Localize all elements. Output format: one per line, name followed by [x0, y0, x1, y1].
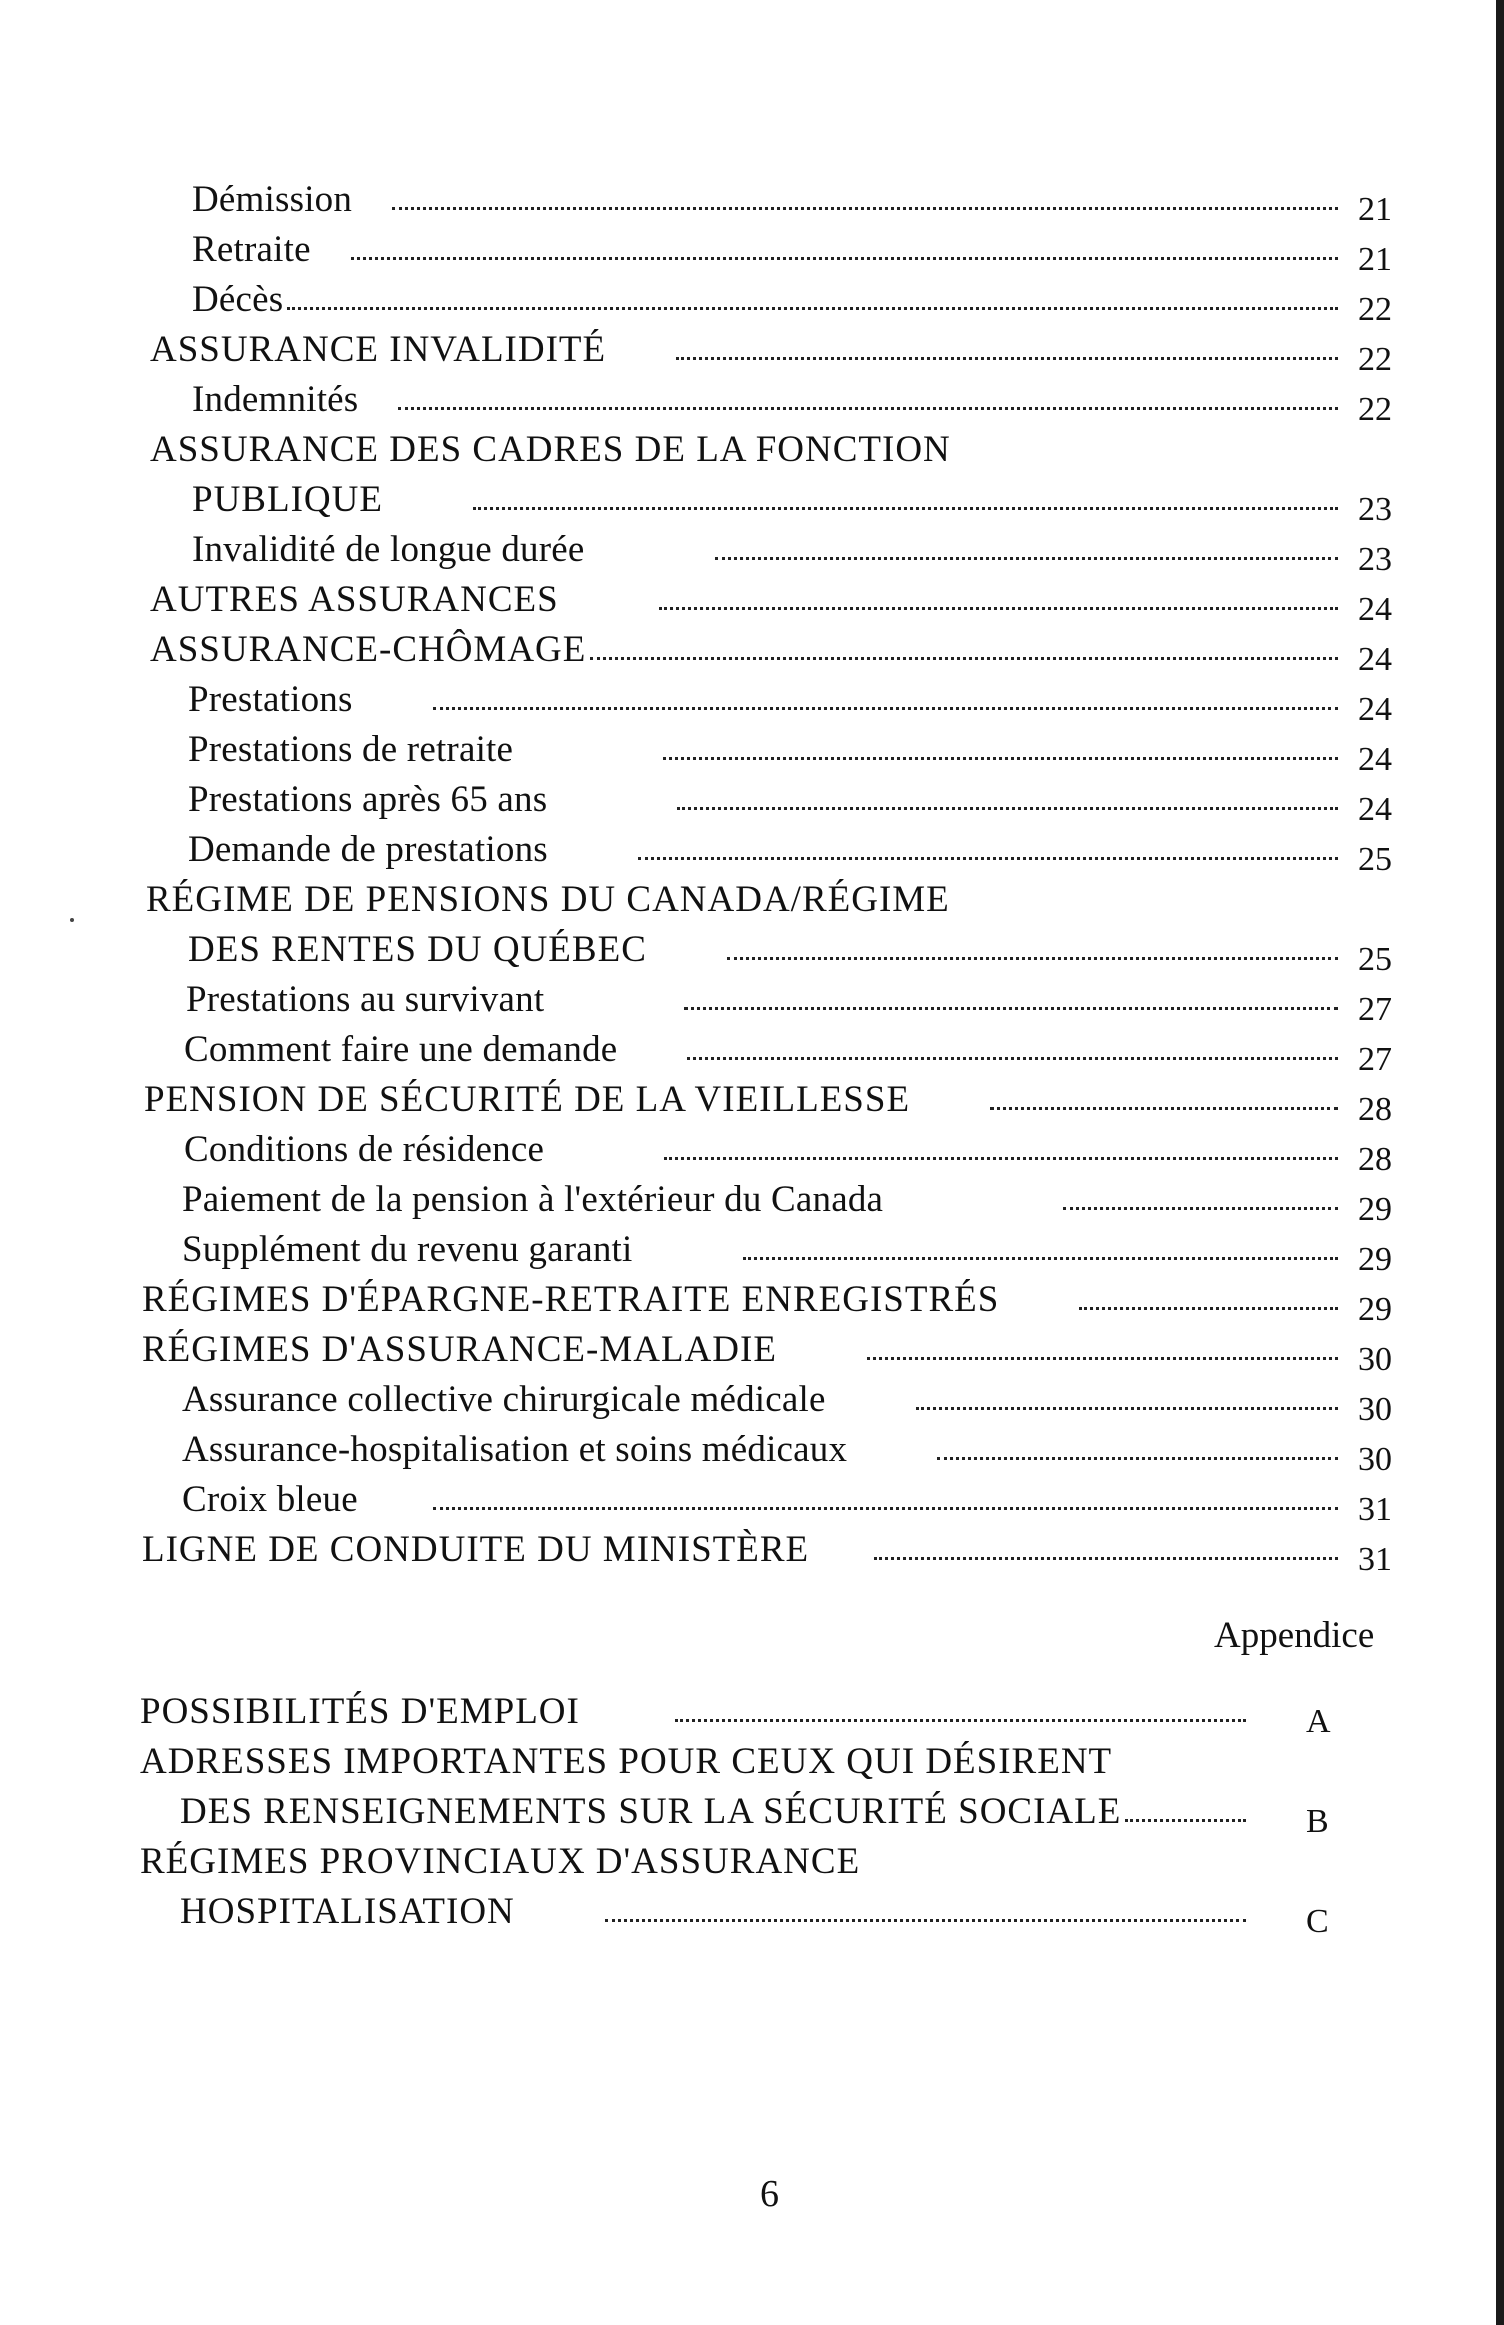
toc-entry-regime-pensions	[146, 872, 1408, 922]
toc-entry-invalidite-longue-duree	[192, 522, 1408, 578]
toc-entry-autres-assurances	[150, 572, 1408, 628]
dot-leader	[916, 1407, 1338, 1410]
appendix-entry-page: C	[1306, 1903, 1329, 1940]
toc-entry-page: 25	[1358, 941, 1392, 978]
toc-entry-ligne-conduite	[142, 1522, 1408, 1578]
appendix-entry-label: POSSIBILITÉS D'EMPLOI	[140, 1691, 580, 1732]
toc-entry-label: Décès	[192, 279, 284, 320]
toc-entry-label: Paiement de la pension à l'extérieur du Canada	[182, 1179, 884, 1220]
dot-leader	[684, 1007, 1338, 1010]
toc-entry-label: Démission	[192, 179, 353, 220]
dot-leader	[605, 1919, 1246, 1922]
toc-entry-page: 31	[1358, 1491, 1392, 1528]
dot-leader	[727, 957, 1338, 960]
appendix-entry-label: ADRESSES IMPORTANTES POUR CEUX QUI DÉSIRENT	[140, 1741, 1113, 1782]
toc-entry-label: RÉGIME DE PENSIONS DU CANADA/RÉGIME	[146, 879, 950, 920]
dot-leader	[675, 1719, 1246, 1722]
toc-entry-page: 27	[1358, 1041, 1392, 1078]
toc-entry-assurance-hospitalisation	[182, 1422, 1408, 1478]
toc-entry-label: Assurance-hospitalisation et soins médicaux	[182, 1429, 848, 1470]
toc-entry-page: 29	[1358, 1241, 1392, 1278]
toc-entry-page: 22	[1358, 391, 1392, 428]
dot-leader	[676, 357, 1338, 360]
toc-entry-label: Prestations	[188, 679, 353, 720]
toc-entry-label: LIGNE DE CONDUITE DU MINISTÈRE	[142, 1529, 810, 1570]
dot-leader	[473, 507, 1338, 510]
toc-entry-page: 27	[1358, 991, 1392, 1028]
toc-entry-label: Prestations de retraite	[188, 729, 514, 770]
toc-entry-indemnites	[192, 372, 1408, 428]
toc-entry-conditions-residence	[184, 1122, 1408, 1178]
toc-entry-label: PUBLIQUE	[192, 479, 383, 520]
toc-entry-assurance-invalidite	[150, 322, 1408, 378]
appendix-entry-page: B	[1306, 1803, 1329, 1840]
appendix-entry-possibilites-emploi	[140, 1684, 1356, 1740]
toc-entry-page: 30	[1358, 1391, 1392, 1428]
dot-leader	[677, 807, 1338, 810]
toc-entry-paiement-pension-exterieur	[182, 1172, 1408, 1228]
dot-leader	[743, 1257, 1338, 1260]
dot-leader	[1063, 1207, 1338, 1210]
appendix-entry-renseignements	[180, 1784, 1356, 1840]
toc-entry-prestations-65-ans	[188, 772, 1408, 828]
toc-entry-label: ASSURANCE DES CADRES DE LA FONCTION	[150, 429, 951, 470]
toc-entry-label: ASSURANCE INVALIDITÉ	[150, 329, 607, 370]
dot-leader	[433, 1507, 1338, 1510]
toc-entry-publique	[192, 472, 1408, 528]
toc-entry-label: Comment faire une demande	[184, 1029, 618, 1070]
appendix-entry-adresses-importantes	[140, 1734, 1356, 1784]
toc-entry-deces	[192, 272, 1408, 328]
appendix-entry-hospitalisation	[180, 1884, 1356, 1940]
toc-entry-demande-prestations	[188, 822, 1408, 878]
toc-entry-prestations	[188, 672, 1408, 728]
toc-entry-page: 24	[1358, 741, 1392, 778]
toc-entry-supplement-revenu-garanti	[182, 1222, 1408, 1278]
toc-entry-page: 25	[1358, 841, 1392, 878]
dot-leader	[351, 257, 1338, 260]
scan-speck	[70, 918, 74, 922]
toc-entry-label: Supplément du revenu garanti	[182, 1229, 633, 1270]
dot-leader	[638, 857, 1338, 860]
toc-entry-label: Prestations au survivant	[186, 979, 545, 1020]
appendix-entry-regimes-provinciaux	[140, 1834, 1356, 1884]
toc-entry-page: 23	[1358, 491, 1392, 528]
toc-entry-comment-faire-demande	[184, 1022, 1408, 1078]
scan-border	[1496, 0, 1504, 2325]
toc-entry-pension-securite-vieillesse	[144, 1072, 1408, 1128]
toc-entry-croix-bleue	[182, 1472, 1408, 1528]
toc-entry-prestations-retraite	[188, 722, 1408, 778]
toc-entry-page: 23	[1358, 541, 1392, 578]
toc-entry-label: Assurance collective chirurgicale médicale	[182, 1379, 826, 1420]
toc-entry-prestations-survivant	[186, 972, 1408, 1028]
toc-entry-page: 29	[1358, 1191, 1392, 1228]
page-number: 6	[760, 2173, 779, 2215]
dot-leader	[398, 407, 1338, 410]
toc-entry-page: 24	[1358, 791, 1392, 828]
dot-leader	[990, 1107, 1338, 1110]
toc-entry-label: DES RENTES DU QUÉBEC	[188, 929, 647, 970]
toc-entry-label: Demande de prestations	[188, 829, 548, 870]
toc-entry-label: ASSURANCE-CHÔMAGE	[150, 629, 587, 670]
appendix-entry-page: A	[1306, 1703, 1331, 1740]
dot-leader	[287, 307, 1338, 310]
toc-entry-page: 24	[1358, 591, 1392, 628]
appendix-entry-label: RÉGIMES PROVINCIAUX D'ASSURANCE	[140, 1841, 861, 1882]
toc-entry-label: PENSION DE SÉCURITÉ DE LA VIEILLESSE	[144, 1079, 911, 1120]
toc-entry-label: Invalidité de longue durée	[192, 529, 585, 570]
dot-leader	[715, 557, 1338, 560]
dot-leader	[433, 707, 1338, 710]
toc-entry-page: 24	[1358, 641, 1392, 678]
appendix-entry-label: HOSPITALISATION	[180, 1891, 515, 1932]
toc-entry-label: Retraite	[192, 229, 311, 270]
dot-leader	[1079, 1307, 1338, 1310]
dot-leader	[392, 207, 1338, 210]
toc-entry-label: Prestations après 65 ans	[188, 779, 548, 820]
toc-entry-page: 21	[1358, 191, 1392, 228]
toc-entry-regimes-assurance-maladie	[142, 1322, 1408, 1378]
toc-entry-label: RÉGIMES D'ASSURANCE-MALADIE	[142, 1329, 777, 1370]
dot-leader	[590, 657, 1338, 660]
toc-entry-page: 30	[1358, 1341, 1392, 1378]
toc-entry-page: 31	[1358, 1541, 1392, 1578]
toc-entry-page: 28	[1358, 1141, 1392, 1178]
toc-entry-label: Indemnités	[192, 379, 359, 420]
toc-entry-assurance-collective	[182, 1372, 1408, 1428]
dot-leader	[687, 1057, 1338, 1060]
dot-leader	[937, 1457, 1338, 1460]
toc-entry-label: Croix bleue	[182, 1479, 358, 1520]
appendix-heading: Appendice	[1214, 1615, 1375, 1656]
toc-entry-label: AUTRES ASSURANCES	[150, 579, 559, 620]
toc-entry-page: 29	[1358, 1291, 1392, 1328]
toc-entry-assurance-chomage	[150, 622, 1408, 678]
toc-entry-label: Conditions de résidence	[184, 1129, 545, 1170]
toc-entry-page: 30	[1358, 1441, 1392, 1478]
toc-entry-page: 22	[1358, 341, 1392, 378]
toc-entry-label: RÉGIMES D'ÉPARGNE-RETRAITE ENREGISTRÉS	[142, 1279, 1000, 1320]
toc-entry-assurance-cadres	[150, 422, 1408, 472]
dot-leader	[663, 757, 1338, 760]
dot-leader	[664, 1157, 1338, 1160]
toc-entry-reer	[142, 1272, 1408, 1328]
toc-entry-page: 24	[1358, 691, 1392, 728]
dot-leader	[659, 607, 1338, 610]
dot-leader	[1125, 1819, 1246, 1822]
toc-entry-rentes-quebec	[188, 922, 1408, 978]
toc-entry-demission	[192, 172, 1408, 228]
toc-entry-page: 28	[1358, 1091, 1392, 1128]
dot-leader	[874, 1557, 1338, 1560]
toc-entry-page: 21	[1358, 241, 1392, 278]
toc-entry-retraite	[192, 222, 1408, 278]
dot-leader	[867, 1357, 1338, 1360]
appendix-entry-label: DES RENSEIGNEMENTS SUR LA SÉCURITÉ SOCIALE	[180, 1791, 1122, 1832]
toc-entry-page: 22	[1358, 291, 1392, 328]
